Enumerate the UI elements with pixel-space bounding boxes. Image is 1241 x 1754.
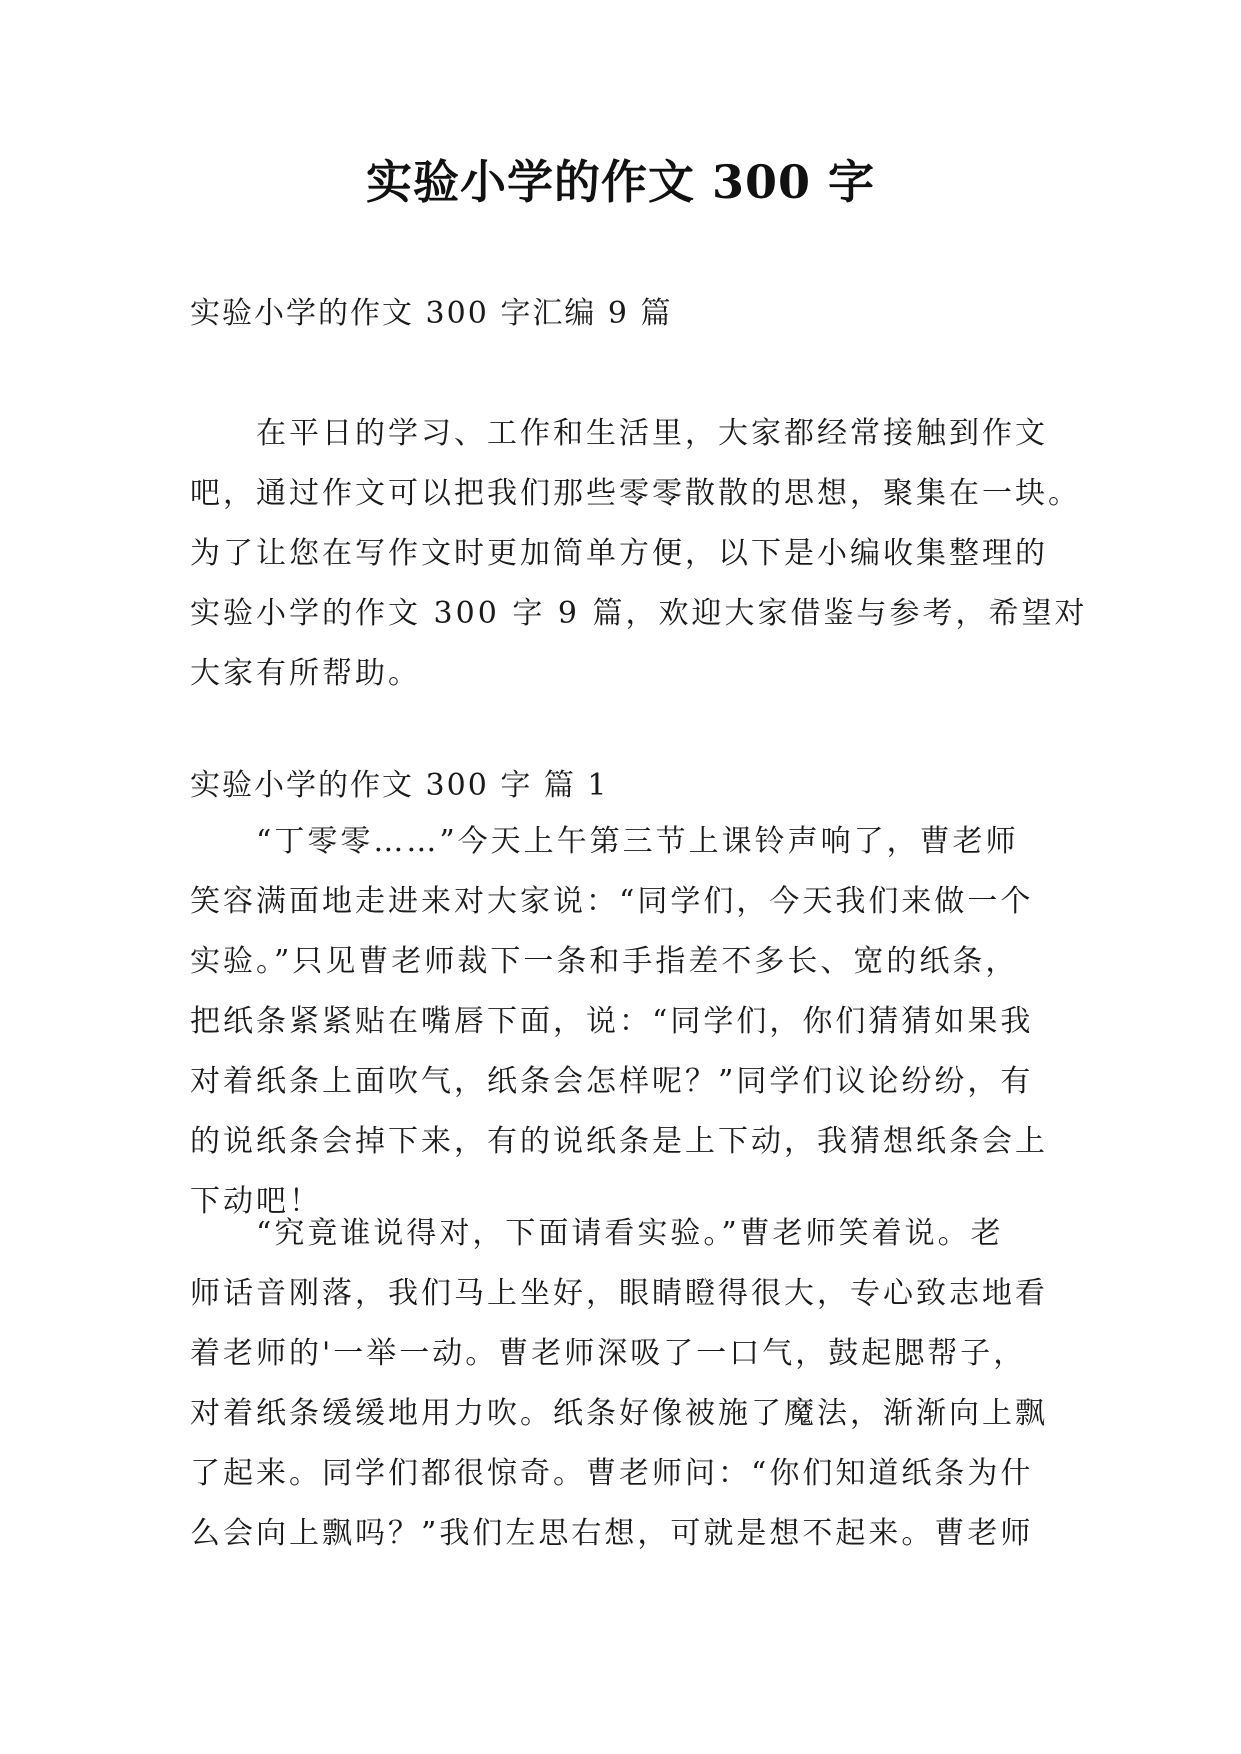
text-line: 为了让您在写作文时更加简单方便，以下是小编收集整理的 bbox=[190, 536, 1048, 571]
essay-paragraph-2 bbox=[190, 1204, 1052, 1564]
intro-paragraph bbox=[190, 404, 1088, 704]
document-subtitle: 实验小学的作文 300 字汇编 9 篇 bbox=[190, 296, 673, 331]
text-line: 实验小学的作文 300 字 9 篇，欢迎大家借鉴与参考，希望对 bbox=[190, 596, 1088, 631]
text-line: 的说纸条会掉下来，有的说纸条是上下动，我猜想纸条会上 bbox=[190, 1124, 1048, 1159]
text-line: “丁零零……”今天上午第三节上课铃声响了，曹老师 bbox=[256, 824, 1019, 859]
text-line: 师话音刚落，我们马上坐好，眼睛瞪得很大，专心致志地看 bbox=[190, 1276, 1048, 1311]
text-line: 笑容满面地走进来对大家说：“同学们，今天我们来做一个 bbox=[190, 884, 1034, 919]
section-heading: 实验小学的作文 300 字 篇 1 bbox=[190, 768, 609, 803]
text-line: 下动吧！ bbox=[190, 1184, 322, 1219]
text-line: 在平日的学习、工作和生活里，大家都经常接触到作文 bbox=[256, 416, 1048, 451]
text-line: 对着纸条缓缓地用力吹。纸条好像被施了魔法，渐渐向上飘 bbox=[190, 1396, 1048, 1431]
text-line: 吧，通过作文可以把我们那些零零散散的思想，聚集在一块。 bbox=[190, 476, 1081, 511]
text-line: 大家有所帮助。 bbox=[190, 656, 421, 691]
text-line: 么会向上飘吗？”我们左思右想，可就是想不起来。曹老师 bbox=[190, 1516, 1034, 1551]
text-line: 实验。”只见曹老师裁下一条和手指差不多长、宽的纸条， bbox=[190, 944, 1019, 979]
document-title: 实验小学的作文 300 字 bbox=[365, 155, 876, 209]
text-line: 对着纸条上面吹气，纸条会怎样呢？”同学们议论纷纷，有 bbox=[190, 1064, 1034, 1099]
text-line: “究竟谁说得对，下面请看实验。”曹老师笑着说。老 bbox=[256, 1216, 1004, 1251]
essay-paragraph-1 bbox=[190, 812, 1052, 1232]
text-line: 把纸条紧紧贴在嘴唇下面，说：“同学们，你们猜猜如果我 bbox=[190, 1004, 1034, 1039]
text-line: 了起来。同学们都很惊奇。曹老师问：“你们知道纸条为什 bbox=[190, 1456, 1034, 1491]
text-line: 着老师的'一举一动。曹老师深吸了一口气，鼓起腮帮子， bbox=[190, 1336, 1027, 1371]
